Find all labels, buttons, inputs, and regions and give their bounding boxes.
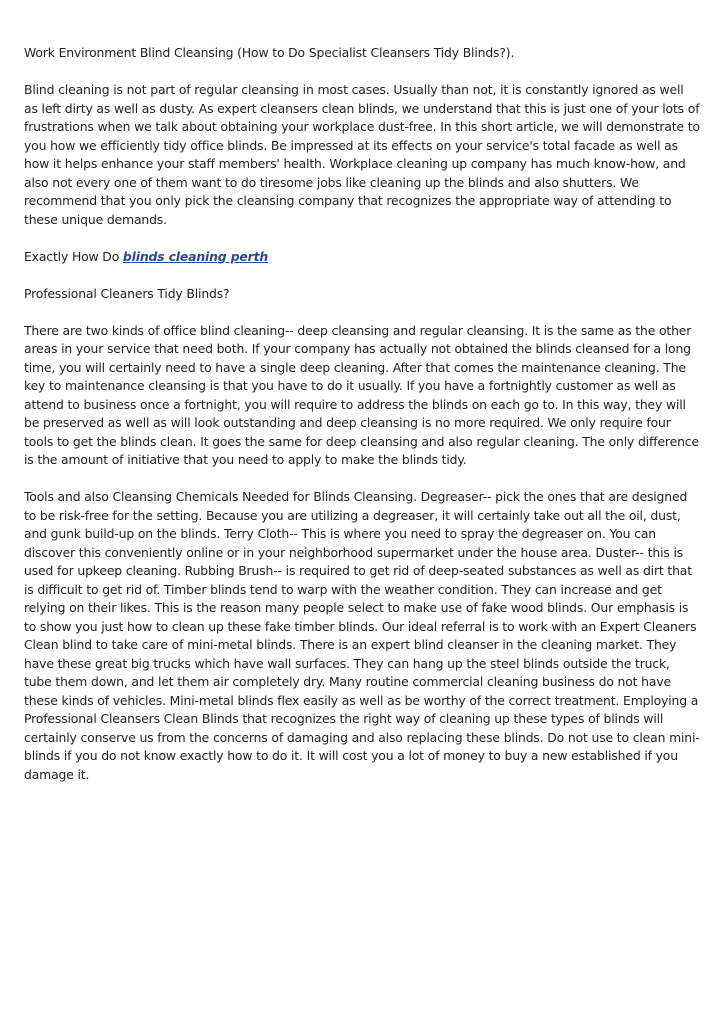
section-subheading: Professional Cleaners Tidy Blinds? — [24, 285, 230, 301]
body-paragraph-2: Tools and also Cleansing Chemicals Needed for Blinds Cleansing. Degreaser-- pick the ones that are designed to be risk-free for the setting. Because you are utilizing a degreaser, it will certainly take out all the oil, dust, and gunk build-up on the blinds. Terry Cloth-- This is where you need to spray the degreaser on. You can discover this conveniently online or in your neighborhood supermarket under the house area. Duster-- this is used for upkeep cleaning. Rubbing Brush-- is required to get rid of deep-seated substances as well as dirt that is difficult to get rid of. Timber blinds tend to warp with the weather condition. They can increase and get relying on their likes. This is the reason many people select to make use of fake wood blinds. Our emphasis is to show you just how to clean up these fake timber blinds. Our ideal referral is to work with an Expert Cleaners Clean blind to take care of mini-metal blinds. There is an expert blind cleanser in the cleaning market. They have these great big trucks which have wall surfaces. They can hang up the steel blinds outside the truck, tube them down, and let them air completely dry. Many routine commercial cleaning business do not have these kinds of vehicles. Mini-metal blinds flex easily as well as be worthy of the correct treatment. Employing a Professional Cleansers Clean Blinds that recognizes the right way of cleaning up these types of blinds will certainly conserve us from the concerns of damaging and also replacing these blinds. Do not use to clean mini-blinds if you do not know exactly how to do it. It will cost you a lot of money to buy a new established if you damage it. — [24, 489, 700, 782]
body-paragraph-1: There are two kinds of office blind cleaning-- deep cleansing and regular cleansing. It is the same as the other areas in your service that need both. If your company has actually not obtained the blinds cleansed for a long time, you will certainly need to have a single deep cleaning. After that comes the maintenance cleaning. The key to maintenance cleansing is that you have to do it usually. If you have a fortnightly customer as well as attend to business once a fortnight, you will require to address the blinds on each go to. In this way, they will be preserved as well as will look outstanding and deep cleansing is no more required. We only require four tools to get the blinds clean. It goes the same for deep cleansing and also regular cleaning. The only difference is the amount of initiative that you need to apply to make the blinds tidy. — [24, 322, 699, 467]
heading-prefix: Exactly How Do — [24, 248, 123, 264]
document-page — [24, 44, 700, 803]
blinds-cleaning-perth-link[interactable]: blinds cleaning perth — [122, 248, 269, 264]
section-heading — [24, 248, 700, 267]
document-title: Work Environment Blind Cleansing (How to Do Specialist Cleansers Tidy Blinds?). — [24, 45, 515, 60]
intro-paragraph: Blind cleaning is not part of regular cleansing in most cases. Usually than not, it is constantly ignored as well as left dirty as well as dusty. As expert cleansers clean blinds, we understand that this is just one of your lots of frustrations when we talk about obtaining your workplace dust-free. In this short article, we will demonstrate to you how we efficiently tidy office blinds. Be impressed at its effects on your service's total facade as well as how it helps enhance your staff members' health. Workplace cleaning up company has much know-how, and also not every one of them want to do tiresome jobs like cleaning up the blinds and also shutters. We recommend that you only pick the cleansing company that recognizes the appropriate way of attending to these unique demands. — [24, 82, 700, 227]
